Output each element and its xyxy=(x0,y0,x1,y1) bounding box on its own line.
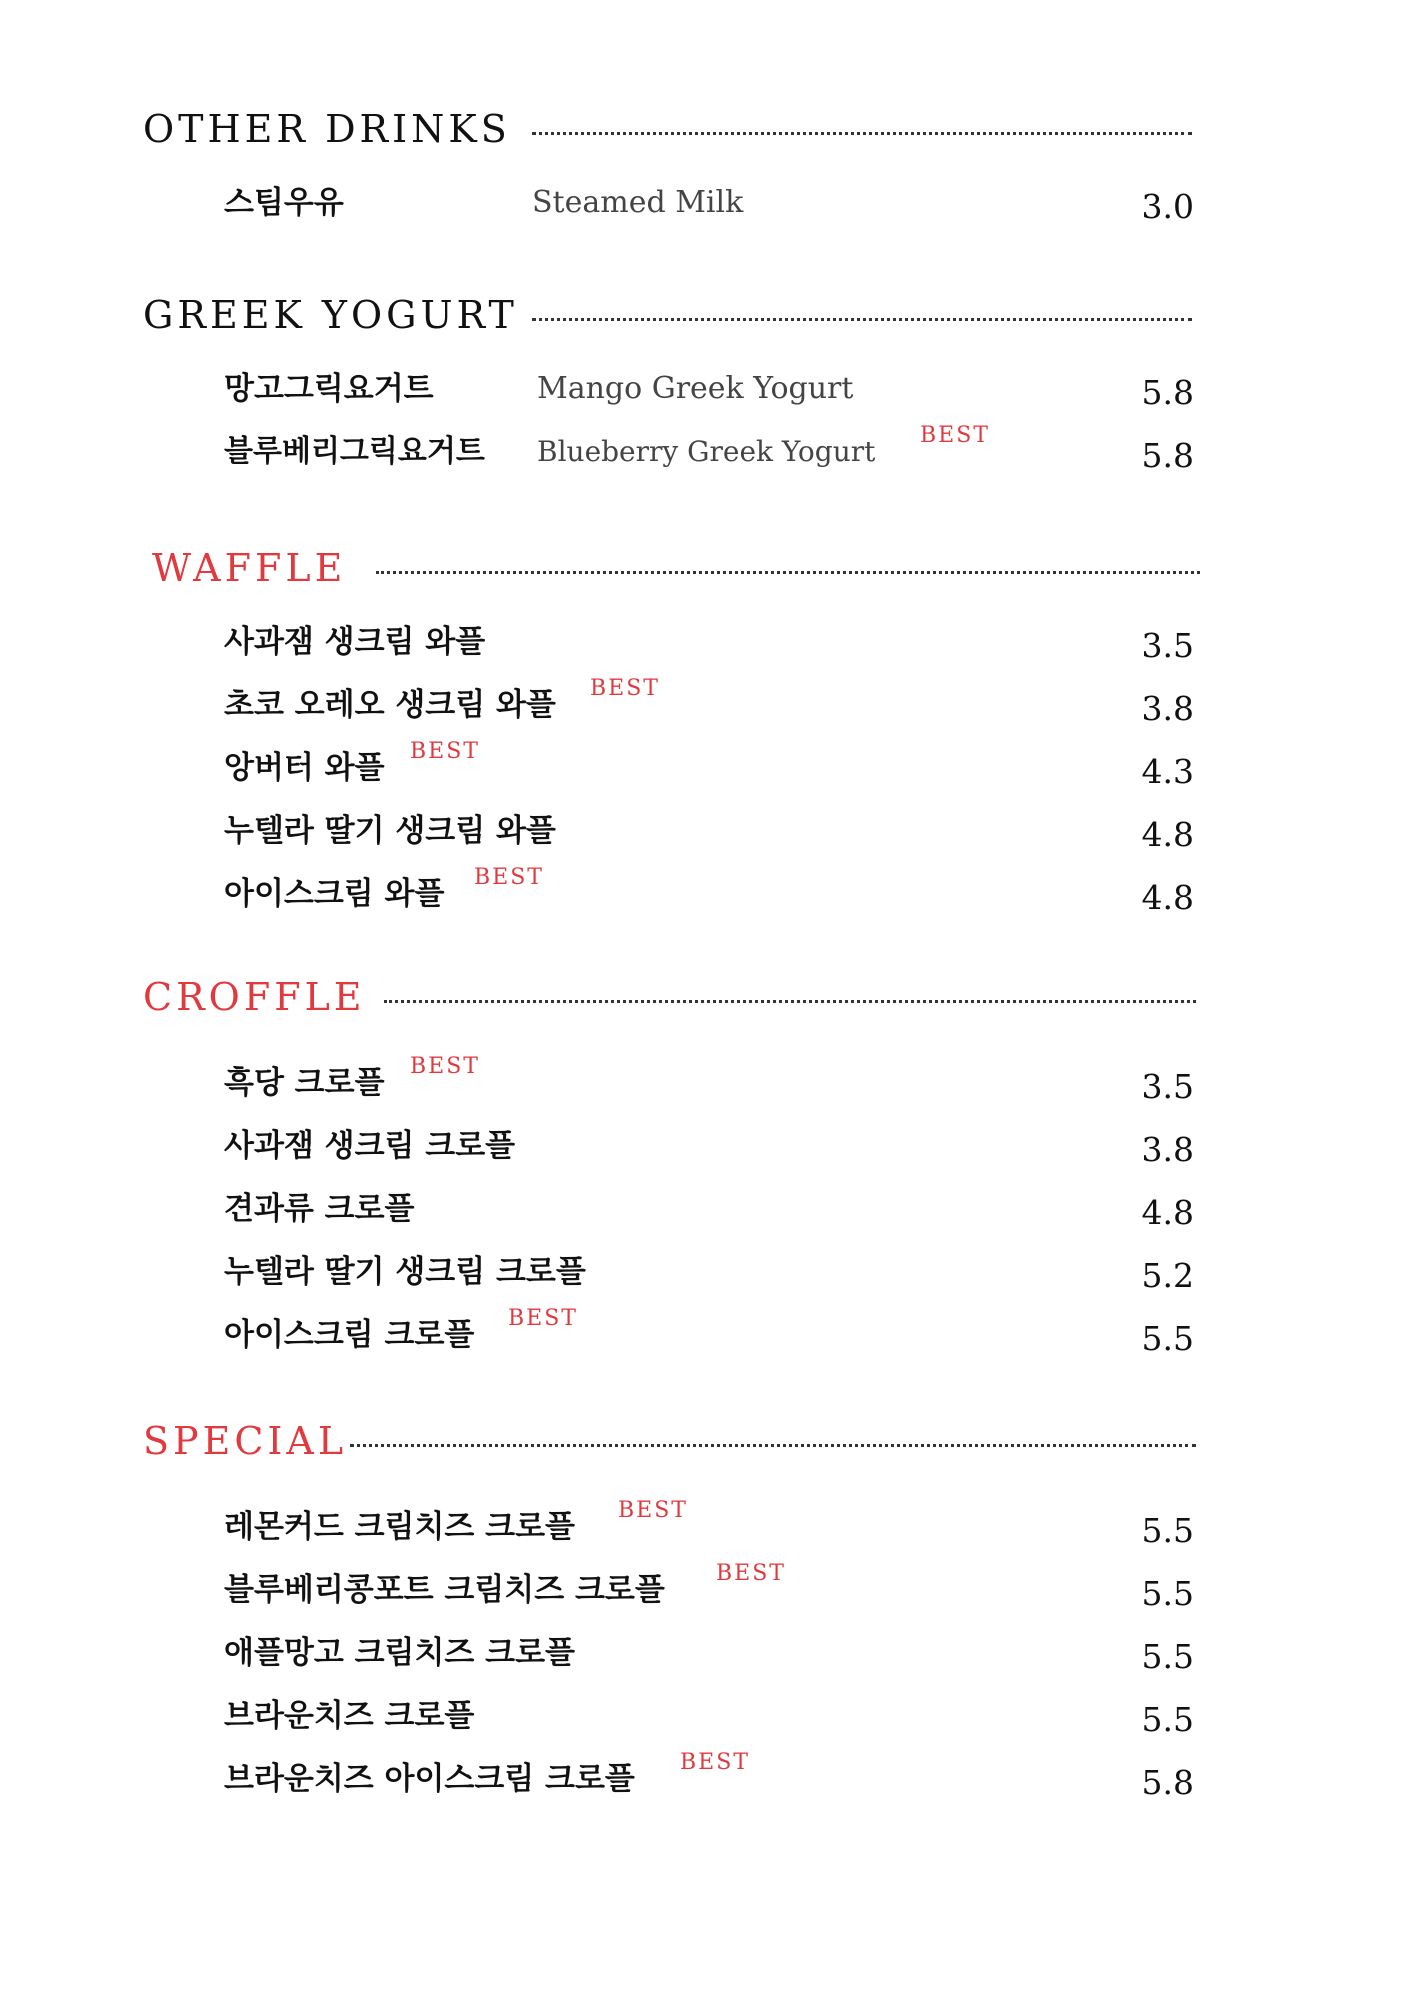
item-name-korean: 누텔라 딸기 생크림 크로플 xyxy=(224,1254,586,1290)
menu-item xyxy=(0,1630,1414,1680)
item-price: 5.8 xyxy=(1141,373,1194,412)
item-name-korean: 애플망고 크림치즈 크로플 xyxy=(224,1635,575,1671)
item-price: 5.5 xyxy=(1141,1574,1194,1613)
section-header xyxy=(0,972,1414,1032)
item-price: 3.5 xyxy=(1141,626,1194,665)
best-badge: BEST xyxy=(508,1306,578,1331)
menu-item xyxy=(0,808,1414,858)
dotted-leader xyxy=(532,318,1192,321)
item-price: 4.8 xyxy=(1141,878,1194,917)
item-price: 5.2 xyxy=(1141,1256,1194,1295)
item-price: 5.5 xyxy=(1141,1319,1194,1358)
menu-item xyxy=(0,366,1414,416)
item-name-korean: 블루베리콩포트 크림치즈 크로플 xyxy=(224,1572,665,1608)
item-name-korean: 사과잼 생크림 와플 xyxy=(224,624,486,660)
section-title: CROFFLE xyxy=(143,975,366,1019)
section-title: SPECIAL xyxy=(143,1419,348,1463)
item-name-korean: 흑당 크로플 xyxy=(224,1065,385,1101)
item-name-english: Blueberry Greek Yogurt xyxy=(537,435,876,468)
item-price: 4.8 xyxy=(1141,815,1194,854)
item-price: 3.0 xyxy=(1141,187,1194,226)
item-name-korean: 망고그릭요거트 xyxy=(224,371,434,407)
section-header xyxy=(0,104,1414,164)
item-price: 3.8 xyxy=(1141,1130,1194,1169)
menu-item xyxy=(0,865,1414,921)
menu-item xyxy=(0,739,1414,795)
menu-item xyxy=(0,1186,1414,1236)
dotted-leader xyxy=(532,132,1192,135)
best-badge: BEST xyxy=(590,676,660,701)
item-name-english: Mango Greek Yogurt xyxy=(537,371,854,406)
item-price: 5.5 xyxy=(1141,1637,1194,1676)
best-badge: BEST xyxy=(680,1750,750,1775)
item-price: 5.8 xyxy=(1141,1763,1194,1802)
menu-item xyxy=(0,1561,1414,1617)
section-header xyxy=(0,543,1414,603)
dotted-leader xyxy=(384,1000,1196,1003)
item-price: 5.8 xyxy=(1141,436,1194,475)
menu-item xyxy=(0,1750,1414,1806)
item-price: 3.8 xyxy=(1141,689,1194,728)
section-title: OTHER DRINKS xyxy=(143,107,511,151)
menu-item xyxy=(0,1306,1414,1362)
dotted-leader xyxy=(350,1444,1196,1447)
menu-item xyxy=(0,619,1414,669)
best-badge: BEST xyxy=(618,1498,688,1523)
item-name-korean: 블루베리그릭요거트 xyxy=(224,434,485,469)
item-price: 3.5 xyxy=(1141,1067,1194,1106)
best-badge: BEST xyxy=(410,739,480,764)
section-header xyxy=(0,290,1414,350)
item-name-korean: 아이스크림 크로플 xyxy=(224,1317,475,1353)
menu-item xyxy=(0,423,1414,479)
item-name-korean: 누텔라 딸기 생크림 와플 xyxy=(224,813,556,849)
item-name-korean: 초코 오레오 생크림 와플 xyxy=(224,687,556,723)
menu-item xyxy=(0,676,1414,732)
item-name-english: Steamed Milk xyxy=(532,185,744,220)
best-badge: BEST xyxy=(474,865,544,890)
item-name-korean: 레몬커드 크림치즈 크로플 xyxy=(224,1509,575,1545)
item-name-korean: 사과잼 생크림 크로플 xyxy=(224,1128,516,1164)
section-title: GREEK YOGURT xyxy=(143,293,518,337)
menu-item xyxy=(0,1123,1414,1173)
item-price: 4.3 xyxy=(1141,752,1194,791)
item-name-korean: 견과류 크로플 xyxy=(224,1191,415,1227)
menu-item xyxy=(0,180,1414,230)
best-badge: BEST xyxy=(410,1054,480,1079)
item-price: 4.8 xyxy=(1141,1193,1194,1232)
item-name-korean: 브라운치즈 아이스크림 크로플 xyxy=(224,1761,635,1797)
dotted-leader xyxy=(376,571,1200,574)
menu-item xyxy=(0,1498,1414,1554)
item-name-korean: 아이스크림 와플 xyxy=(224,876,445,912)
item-name-korean: 브라운치즈 크로플 xyxy=(224,1698,475,1734)
menu-item xyxy=(0,1249,1414,1299)
menu-item xyxy=(0,1054,1414,1110)
best-badge: BEST xyxy=(716,1561,786,1586)
section-title: WAFFLE xyxy=(152,546,347,590)
section-header xyxy=(0,1416,1414,1476)
item-price: 5.5 xyxy=(1141,1511,1194,1550)
item-name-korean: 스팀우유 xyxy=(224,185,344,221)
best-badge: BEST xyxy=(920,423,990,448)
menu-item xyxy=(0,1693,1414,1743)
item-name-korean: 앙버터 와플 xyxy=(224,750,385,786)
item-price: 5.5 xyxy=(1141,1700,1194,1739)
